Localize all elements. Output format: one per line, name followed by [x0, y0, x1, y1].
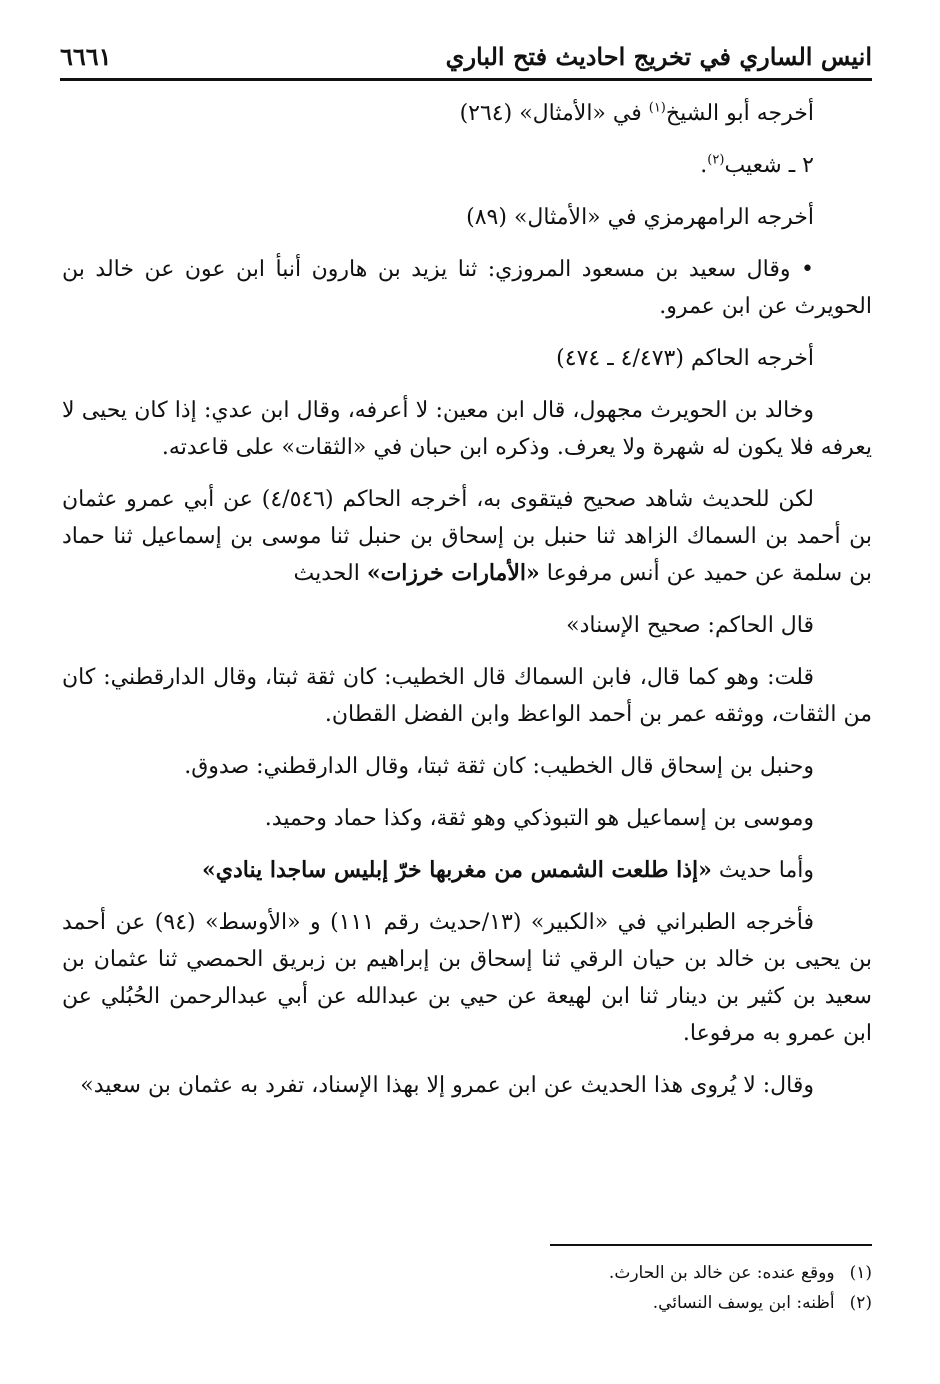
- footnote-number: (١): [849, 1263, 872, 1283]
- p1-text-a: أخرجه أبو الشيخ: [665, 101, 814, 126]
- p2-text-b: .: [700, 153, 708, 178]
- p7-text-a: لكن للحديث شاهد صحيح فيتقوى به، أخرجه الحاكم (٤/٥٤٦) عن أبي عمرو عثمان بن أحمد بن السماك الزاهد ثنا حنبل بن إسحاق بن حنبل ثنا موسى بن إسماعيل ثنا حماد بن سلمة عن حميد عن أنس مرفوعا: [62, 487, 872, 586]
- p2-text-a: ٢ ـ شعيب: [724, 153, 814, 178]
- paragraph-5: أخرجه الحاكم (٤/٤٧٣ ـ ٤٧٤): [556, 346, 814, 371]
- paragraph-14: وقال: لا يُروى هذا الحديث عن ابن عمرو إلا بهذا الإسناد، تفرد به عثمان بن سعيد»: [80, 1073, 814, 1098]
- paragraph-11: وموسى بن إسماعيل هو التبوذكي وهو ثقة، وكذا حماد وحميد.: [264, 806, 814, 831]
- paragraph-1: [62, 95, 872, 132]
- paragraph-7: [62, 481, 872, 592]
- paragraph-12: [62, 852, 872, 889]
- paragraph-13: فأخرجه الطبراني في «الكبير» (١٣/حديث رقم ١١١) و «الأوسط» (٩٤) عن أحمد بن يحيى بن خالد بن حيان الرقي ثنا إسحاق بن إبراهيم بن زبريق الحمصي ثنا عثمان بن سعيد بن كثير بن دينار ثنا ابن لهيعة عن حيي بن عبدالله عن أبي عبدالرحمن الحُبُلي عن ابن عمرو به مرفوعا.: [62, 910, 872, 1046]
- p7-text-b: الحديث: [293, 561, 367, 586]
- page-number: ٦٦٦١: [60, 42, 112, 71]
- footnote-ref-1: (١): [648, 100, 666, 116]
- paragraph-4: • وقال سعيد بن مسعود المروزي: ثنا يزيد بن هارون أنبأ ابن عون عن خالد بن الحويرث عن ابن عمرو.: [62, 257, 872, 319]
- p1-text-b: في «الأمثال» (٢٦٤): [459, 101, 649, 126]
- paragraph-2: [62, 147, 872, 184]
- footnote-text: ووقع عنده: عن خالد بن الحارث.: [608, 1263, 835, 1283]
- p12-text-a: وأما حديث: [711, 858, 814, 883]
- main-text: [62, 95, 872, 1119]
- footnote-divider: [550, 1244, 872, 1246]
- p12-bold-quote: «إذا طلعت الشمس من مغربها خرّ إبليس ساجدا ينادي»: [202, 857, 712, 883]
- paragraph-10: وحنبل بن إسحاق قال الخطيب: كان ثقة ثبتا، وقال الدارقطني: صدوق.: [184, 754, 814, 779]
- paragraph-9: قلت: وهو كما قال، فابن السماك قال الخطيب: كان ثقة ثبتا، وقال الدارقطني: كان من الثقات، ووثقه عمر بن أحمد الواعظ وابن الفضل القطان.: [62, 665, 872, 727]
- p7-bold-quote: «الأمارات خرزات»: [366, 560, 540, 586]
- footnote-1: [272, 1258, 872, 1288]
- footnote-2: [272, 1288, 872, 1318]
- footnote-ref-2: (٢): [707, 152, 725, 168]
- page-header: [60, 36, 872, 81]
- footnotes: [272, 1258, 872, 1318]
- footnote-text: أظنه: ابن يوسف النسائي.: [652, 1293, 835, 1313]
- paragraph-8: قال الحاكم: صحيح الإسناد»: [566, 613, 814, 638]
- paragraph-3: أخرجه الرامهرمزي في «الأمثال» (٨٩): [466, 205, 814, 230]
- paragraph-6: وخالد بن الحويرث مجهول، قال ابن معين: لا أعرفه، وقال ابن عدي: إذا كان يحيى لا يعرفه فلا يكون له شهرة ولا يعرف. وذكره ابن حبان في «الثقات» على قاعدته.: [62, 398, 872, 460]
- running-title: انيس الساري في تخريج احاديث فتح الباري: [445, 42, 872, 71]
- footnote-number: (٢): [849, 1293, 872, 1313]
